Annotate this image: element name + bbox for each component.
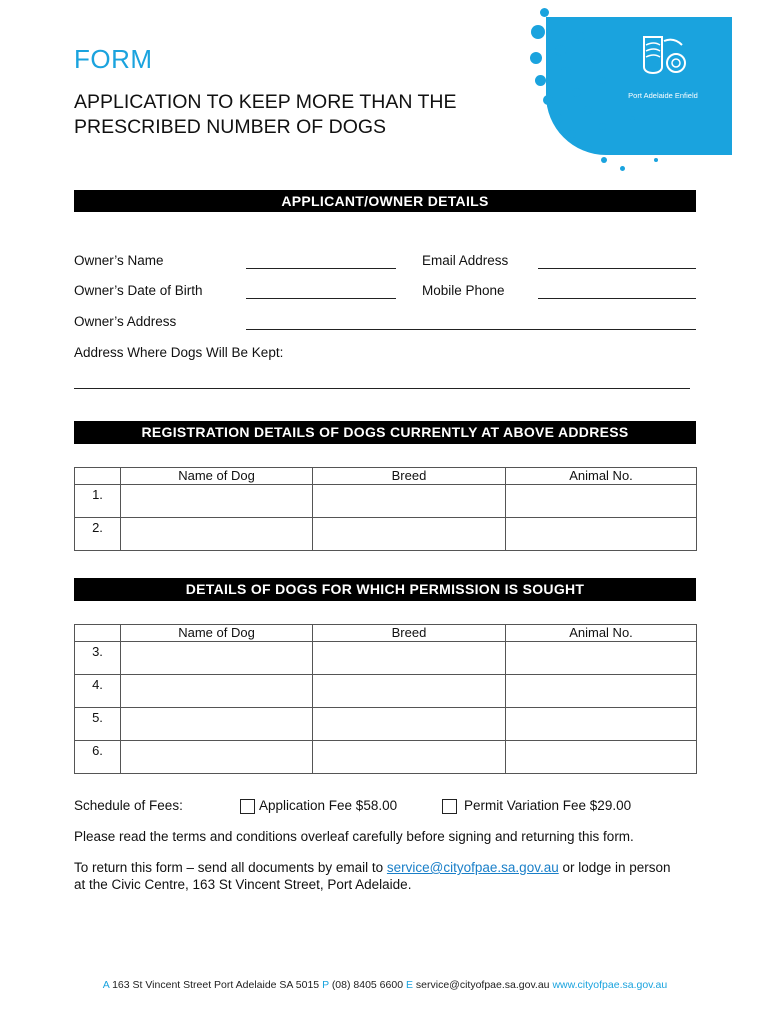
mobile-field[interactable]	[538, 284, 696, 299]
row-number: 2.	[75, 518, 121, 551]
decorative-dot	[613, 97, 619, 103]
row-number: 3.	[75, 642, 121, 675]
decorative-dot	[630, 116, 635, 121]
decorative-dot	[584, 106, 592, 114]
terms-note: Please read the terms and conditions overleaf carefully before signing and returning this form.	[74, 829, 634, 844]
column-header: Breed	[313, 625, 506, 642]
decorative-dot	[648, 130, 652, 134]
owners-name-field[interactable]	[246, 254, 396, 269]
application-fee-label: Application Fee $58.00	[259, 798, 398, 813]
column-header: Name of Dog	[121, 625, 313, 642]
return-prefix: To return this form – send all documents by email to	[74, 860, 384, 875]
decorative-dot	[531, 25, 545, 39]
table-corner-cell	[75, 468, 121, 485]
breed-cell[interactable]	[313, 675, 506, 708]
column-header: Name of Dog	[121, 468, 313, 485]
email-label: Email Address	[422, 253, 509, 268]
decorative-dot	[615, 137, 621, 143]
table-header-row	[75, 468, 697, 485]
table-row	[75, 675, 697, 708]
council-crest-icon	[640, 33, 688, 83]
footer-website[interactable]: www.cityofpae.sa.gov.au	[552, 979, 668, 991]
registration-table	[74, 467, 697, 551]
decorative-dot	[535, 75, 546, 86]
row-number: 4.	[75, 675, 121, 708]
breed-cell[interactable]	[313, 642, 506, 675]
footer-email[interactable]: service@cityofpae.sa.gov.au	[415, 979, 550, 991]
dog-name-cell[interactable]	[121, 741, 313, 774]
animal-no-cell[interactable]	[506, 518, 697, 551]
breed-cell[interactable]	[313, 741, 506, 774]
decorative-dot	[561, 67, 571, 77]
column-header: Animal No.	[506, 468, 697, 485]
permit-fee-checkbox[interactable]	[442, 799, 457, 814]
footer-e-label: E	[405, 979, 413, 991]
table-row	[75, 485, 697, 518]
decorative-dot	[599, 123, 606, 130]
mobile-label: Mobile Phone	[422, 283, 505, 298]
decorative-dot	[620, 166, 625, 171]
decorative-dot	[543, 95, 553, 105]
form-label: FORM	[74, 44, 153, 74]
address-field[interactable]	[246, 315, 696, 330]
owners-name-label: Owner’s Name	[74, 253, 164, 268]
decorative-dot	[599, 77, 606, 84]
permit-fee-label: Permit Variation Fee $29.00	[464, 798, 632, 813]
table-header-row	[75, 625, 697, 642]
decorative-dot	[530, 52, 542, 64]
animal-no-cell[interactable]	[506, 741, 697, 774]
breed-cell[interactable]	[313, 708, 506, 741]
return-suffix: or lodge in person at the Civic Centre, 163 St Vincent Street, Port Adelaide.	[74, 860, 671, 892]
return-note	[74, 859, 674, 893]
dog-name-cell[interactable]	[121, 708, 313, 741]
table-corner-cell	[75, 625, 121, 642]
footer-address: 163 St Vincent Street Port Adelaide SA 5015	[112, 979, 320, 991]
animal-no-cell[interactable]	[506, 675, 697, 708]
column-header: Breed	[313, 468, 506, 485]
breed-cell[interactable]	[313, 518, 506, 551]
dogs-address-field[interactable]	[74, 374, 690, 389]
dog-name-cell[interactable]	[121, 675, 313, 708]
row-number: 6.	[75, 741, 121, 774]
decorative-dot	[634, 150, 639, 155]
permission-section-header: DETAILS OF DOGS FOR WHICH PERMISSION IS SOUGHT	[74, 578, 696, 601]
permission-table	[74, 624, 697, 774]
footer	[0, 979, 770, 991]
dogs-address-label: Address Where Dogs Will Be Kept:	[74, 345, 284, 360]
animal-no-cell[interactable]	[506, 708, 697, 741]
table-row	[75, 642, 697, 675]
table-row	[75, 518, 697, 551]
table-row	[75, 708, 697, 741]
logo-text: Port Adelaide Enfield	[628, 91, 698, 100]
decorative-dot	[586, 56, 594, 64]
row-number: 1.	[75, 485, 121, 518]
page-title: APPLICATION TO KEEP MORE THAN THE PRESCRIBED NUMBER OF DOGS	[74, 91, 457, 138]
dog-name-cell[interactable]	[121, 518, 313, 551]
footer-p-label: P	[322, 979, 329, 991]
animal-no-cell[interactable]	[506, 642, 697, 675]
dob-field[interactable]	[246, 284, 396, 299]
dog-name-cell[interactable]	[121, 485, 313, 518]
breed-cell[interactable]	[313, 485, 506, 518]
dog-name-cell[interactable]	[121, 642, 313, 675]
application-fee-checkbox[interactable]	[240, 799, 255, 814]
decorative-dot	[601, 157, 607, 163]
column-header: Animal No.	[506, 625, 697, 642]
decorative-dot	[554, 114, 563, 123]
email-link[interactable]: service@cityofpae.sa.gov.au	[386, 860, 559, 875]
table-row	[75, 741, 697, 774]
decorative-dot	[585, 145, 592, 152]
row-number: 5.	[75, 708, 121, 741]
registration-section-header: REGISTRATION DETAILS OF DOGS CURRENTLY AT ABOVE ADDRESS	[74, 421, 696, 444]
email-field[interactable]	[538, 254, 696, 269]
dob-label: Owner’s Date of Birth	[74, 283, 203, 298]
applicant-section-header: APPLICANT/OWNER DETAILS	[74, 190, 696, 212]
fees-label: Schedule of Fees:	[74, 798, 183, 813]
decorative-dot	[572, 88, 581, 97]
decorative-dot	[540, 8, 549, 17]
decorative-dot	[568, 130, 576, 138]
animal-no-cell[interactable]	[506, 485, 697, 518]
footer-a-label: A	[102, 979, 110, 991]
decorative-dot	[555, 45, 566, 56]
decorative-dot	[576, 32, 585, 41]
address-label: Owner’s Address	[74, 314, 177, 329]
decorative-dot	[654, 158, 658, 162]
footer-phone: (08) 8405 6600	[331, 979, 404, 991]
